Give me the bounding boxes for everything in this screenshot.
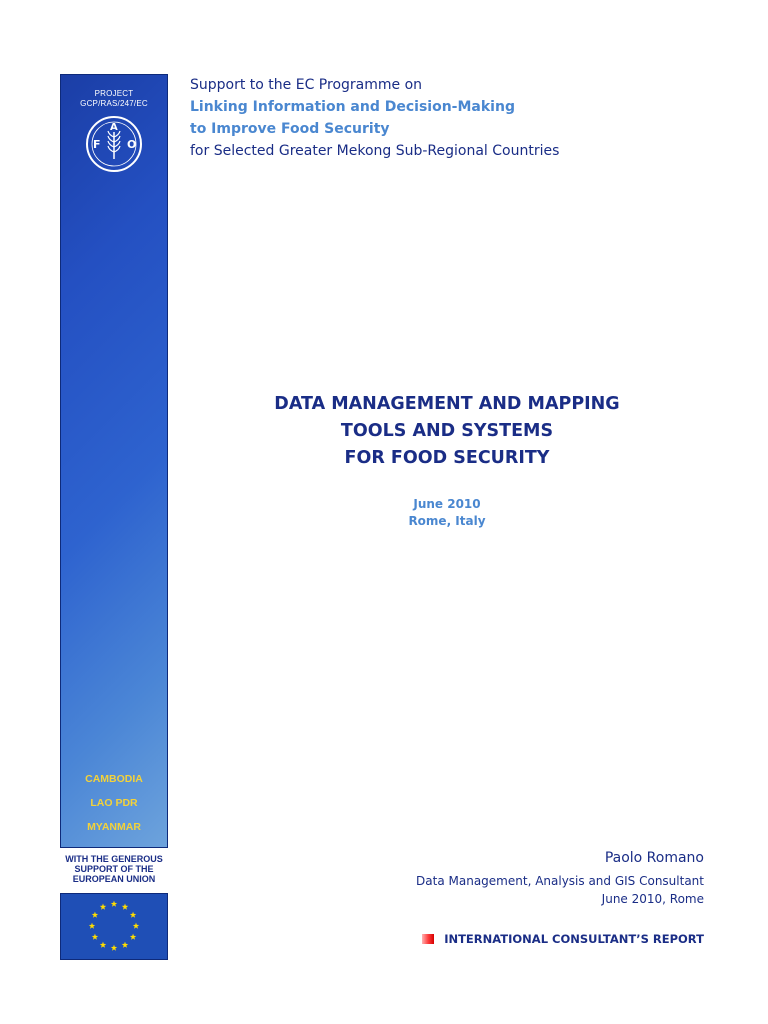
cover-sidebar xyxy=(60,74,168,848)
eu-support-line: EUROPEAN UNION xyxy=(72,874,156,884)
country-list xyxy=(61,767,167,839)
title-line: DATA MANAGEMENT AND MAPPING xyxy=(274,394,620,414)
red-square-icon xyxy=(422,934,434,944)
author-block xyxy=(416,846,704,908)
header-line-food-security: to Improve Food Security xyxy=(190,121,390,137)
eu-star-icon xyxy=(100,904,106,910)
eu-flag-icon xyxy=(60,893,168,960)
author-name: Paolo Romano xyxy=(604,850,704,866)
eu-support-line: SUPPORT OF THE xyxy=(74,864,154,874)
document-date-place xyxy=(190,496,704,530)
document-date: June 2010 xyxy=(413,497,481,511)
fao-logo-icon xyxy=(85,115,143,173)
title-line: FOR FOOD SECURITY xyxy=(344,448,550,468)
project-label-line: PROJECT xyxy=(94,89,134,98)
project-code-line: GCP/RAS/247/EC xyxy=(80,99,148,108)
eu-star-icon xyxy=(130,912,136,918)
eu-star-icon xyxy=(92,934,98,940)
header-line-linking: Linking Information and Decision-Making xyxy=(190,99,515,115)
header-line-programme: Support to the EC Programme on xyxy=(190,77,423,93)
fao-logo-letter-f: F xyxy=(93,138,101,151)
country-item: CAMBODIA xyxy=(85,773,143,785)
author-date-place: June 2010, Rome xyxy=(601,892,704,906)
project-code xyxy=(61,89,167,109)
fao-logo-letter-a: A xyxy=(110,122,118,133)
report-type xyxy=(422,932,704,946)
eu-star-icon xyxy=(89,923,95,929)
eu-star-icon xyxy=(111,901,117,907)
fao-logo-letter-o: O xyxy=(127,138,137,151)
eu-star-icon xyxy=(122,942,128,948)
programme-header xyxy=(190,74,750,162)
eu-star-icon xyxy=(92,912,98,918)
eu-star-icon xyxy=(111,945,117,951)
eu-support-text xyxy=(60,854,168,890)
eu-support-line: WITH THE GENEROUS xyxy=(65,854,163,864)
eu-star-icon xyxy=(133,923,139,929)
country-item: LAO PDR xyxy=(90,797,138,809)
eu-stars xyxy=(61,894,167,959)
document-place: Rome, Italy xyxy=(408,514,486,528)
document-title xyxy=(190,391,704,472)
eu-star-icon xyxy=(100,942,106,948)
report-type-label: INTERNATIONAL CONSULTANT’S REPORT xyxy=(444,932,704,946)
country-item: MYANMAR xyxy=(87,821,141,833)
eu-star-icon xyxy=(130,934,136,940)
header-line-countries: for Selected Greater Mekong Sub-Regional Countries xyxy=(190,143,560,159)
author-role: Data Management, Analysis and GIS Consultant xyxy=(416,874,704,888)
eu-star-icon xyxy=(122,904,128,910)
title-line: TOOLS AND SYSTEMS xyxy=(340,421,554,441)
